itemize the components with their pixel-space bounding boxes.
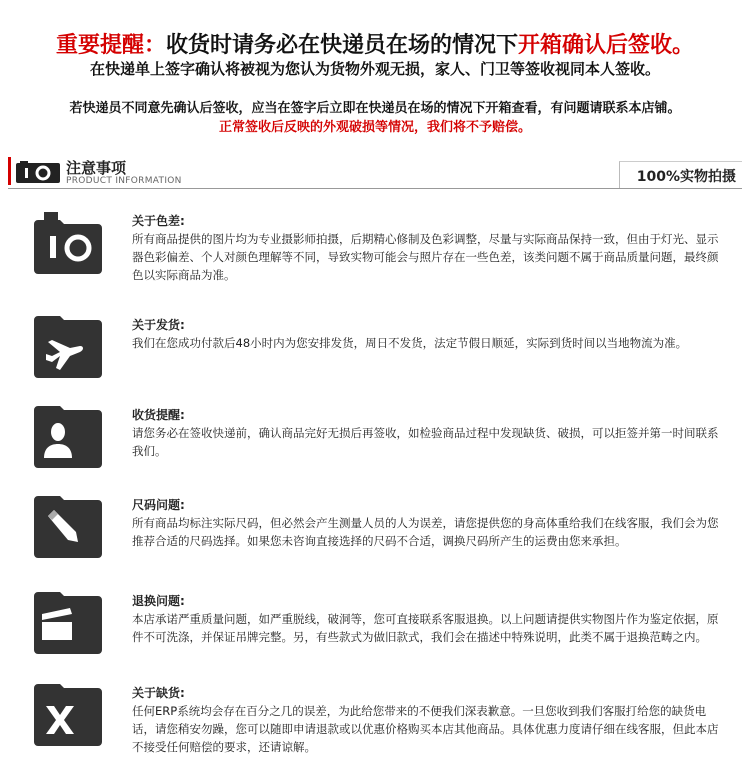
headline-main: 收货时请务必在快递员在场的情况下: [165, 33, 518, 58]
camera-icon: [34, 212, 102, 274]
camera-icon: [16, 161, 60, 183]
item-body: 请您务必在签收快递前，确认商品完好无损后再签收，如检验商品过程中发现缺货、破损，可以拒签并第一时间联系我们。: [132, 426, 719, 458]
section-divider: [8, 188, 742, 189]
banner-warning: 正常签收后反映的外观破损等情况，我们将不予赔偿。: [218, 120, 531, 135]
pencil-icon: [34, 496, 102, 558]
item-title: 关于发货:: [132, 318, 185, 332]
section-header: [8, 155, 742, 189]
banner-subline: 在快递单上签字确认将被视为您认为货物外观无损，家人、门卫等签收视同本人签收。: [89, 60, 660, 78]
section-accent-bar: [8, 157, 11, 185]
x-icon: [34, 684, 102, 746]
item-title: 尺码问题:: [132, 498, 185, 512]
headline-red-suffix: 开箱确认后签收。: [518, 33, 695, 58]
banner-notice: 若快递员不同意先确认后签收，应当在签字后立即在快递员在场的情况下开箱查看，有问题请联系本店铺。: [69, 101, 681, 116]
item-body: 我们在您成功付款后48小时内为您安排发货，周日不发货，法定节假日顺延，实际到货时间以当地物流为准。: [132, 336, 688, 350]
item-body: 本店承诺严重质量问题，如严重脱线，破洞等，您可直接联系客服退换。以上问题请提供实物图片作为鉴定依据，原件不可洗涤，并保证吊牌完整。另，有些款式为做旧款式，我们会在描述中特殊说明，此类不属于退换范畴之内。: [132, 612, 719, 644]
item-body: 所有商品均标注实际尺码，但必然会产生测量人员的人为误差，请您提供您的身高体重给我们在线客服，我们会为您推荐合适的尺码选择。如果您未咨询直接选择的尺码不合适，调换尺码所产生的运费由您来承担。: [132, 516, 719, 548]
item-title: 收货提醒:: [132, 408, 185, 422]
banner-headline: [0, 28, 750, 59]
item-body: 任何ERP系统均会存在百分之几的误差，为此给您带来的不便我们深表歉意。一旦您收到我们客服打给您的缺货电话，请您稍安勿躁，您可以随即申请退款或以优惠价格购买本店其他商品。具体优惠力度请仔细在线客服，但此本店不接受任何赔偿的要求，还请谅解。: [132, 704, 719, 754]
item-title: 关于色差:: [132, 214, 185, 228]
section-right-label: 100%实物拍摄: [636, 169, 736, 185]
item-title: 退换问题:: [132, 594, 185, 608]
item-title: 关于缺货:: [132, 686, 185, 700]
headline-red-prefix: 重要提醒：: [55, 33, 166, 58]
item-body: 所有商品提供的图片均为专业摄影师拍摄，后期精心修制及色彩调整，尽量与实际商品保持一致，但由于灯光、显示器色彩偏差、个人对颜色理解等不同，导致实物可能会与照片存在一些色差，该类问题不属于商品质量问题，最终颜色以实际商品为准。: [132, 232, 719, 282]
card-icon: [34, 592, 102, 654]
section-title: 注意事项: [66, 159, 127, 177]
section-subtitle: PRODUCT INFORMATION: [66, 176, 182, 186]
airplane-icon: [34, 316, 102, 378]
person-icon: [34, 406, 102, 468]
